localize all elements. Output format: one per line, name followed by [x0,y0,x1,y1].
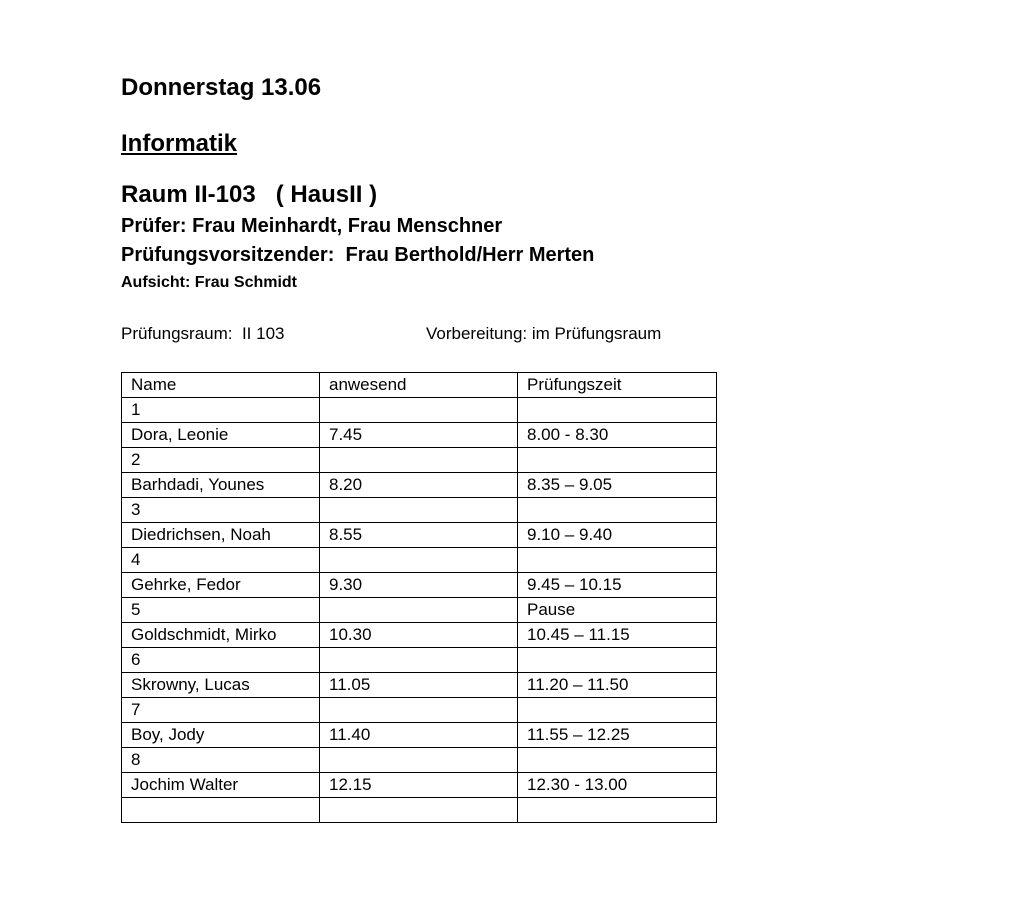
header-name: Name [122,373,320,398]
cell-name: Skrowny, Lucas [122,673,320,698]
header-exam-time: Prüfungszeit [518,373,717,398]
cell-exam-time: 9.45 – 10.15 [518,573,717,598]
cell-name: 2 [122,448,320,473]
cell-name: 4 [122,548,320,573]
table-row [122,723,717,748]
cell-present: 8.55 [320,523,518,548]
table-row [122,648,717,673]
table-row [122,548,717,573]
cell-name: Gehrke, Fedor [122,573,320,598]
cell-present: 10.30 [320,623,518,648]
cell-present: 9.30 [320,573,518,598]
table-row [122,398,717,423]
cell-exam-time [518,398,717,423]
table-row [122,798,717,823]
table-row [122,673,717,698]
cell-name: 5 [122,598,320,623]
table-row [122,448,717,473]
cell-present [320,498,518,523]
supervision-line: Aufsicht: Frau Schmidt [121,274,298,291]
cell-exam-time: 9.10 – 9.40 [518,523,717,548]
table-header-row [122,373,717,398]
cell-present [320,798,518,823]
cell-name: 1 [122,398,320,423]
cell-name: Barhdadi, Younes [122,473,320,498]
cell-exam-time: 11.20 – 11.50 [518,673,717,698]
cell-present [320,698,518,723]
cell-exam-time [518,548,717,573]
cell-name: Dora, Leonie [122,423,320,448]
table-row [122,573,717,598]
table-row [122,473,717,498]
cell-exam-time [518,648,717,673]
cell-name: Jochim Walter [122,773,320,798]
table-row [122,623,717,648]
cell-exam-time [518,498,717,523]
cell-name: 3 [122,498,320,523]
cell-name: Diedrichsen, Noah [122,523,320,548]
cell-present [320,648,518,673]
table-row [122,698,717,723]
cell-name [122,798,320,823]
subject-heading: Informatik [121,130,238,157]
cell-present: 11.40 [320,723,518,748]
examiners-line: Prüfer: Frau Meinhardt, Frau Menschner [121,215,503,237]
preparation-info: Vorbereitung: im Prüfungsraum [426,324,662,343]
cell-exam-time: 11.55 – 12.25 [518,723,717,748]
cell-present: 12.15 [320,773,518,798]
room-heading: Raum II-103 ( HausII ) [121,181,378,208]
cell-exam-time: 12.30 - 13.00 [518,773,717,798]
cell-exam-time: 8.00 - 8.30 [518,423,717,448]
cell-present [320,748,518,773]
cell-name: 8 [122,748,320,773]
table-row [122,423,717,448]
cell-exam-time [518,798,717,823]
exam-date-heading: Donnerstag 13.06 [121,74,322,101]
cell-present [320,548,518,573]
cell-name: 6 [122,648,320,673]
cell-exam-time [518,748,717,773]
table-row [122,498,717,523]
cell-exam-time: Pause [518,598,717,623]
cell-name: Goldschmidt, Mirko [122,623,320,648]
cell-present [320,398,518,423]
schedule-table [121,372,717,823]
table-row [122,523,717,548]
cell-exam-time: 8.35 – 9.05 [518,473,717,498]
cell-exam-time: 10.45 – 11.15 [518,623,717,648]
cell-present: 7.45 [320,423,518,448]
cell-exam-time [518,698,717,723]
table-row [122,748,717,773]
cell-present [320,448,518,473]
exam-room-info: Prüfungsraum: II 103 [121,324,285,343]
table-row [122,773,717,798]
header-present: anwesend [320,373,518,398]
cell-name: Boy, Jody [122,723,320,748]
cell-name: 7 [122,698,320,723]
cell-exam-time [518,448,717,473]
cell-present: 8.20 [320,473,518,498]
cell-present: 11.05 [320,673,518,698]
table-row [122,598,717,623]
cell-present [320,598,518,623]
chair-line: Prüfungsvorsitzender: Frau Berthold/Herr Merten [121,244,595,266]
